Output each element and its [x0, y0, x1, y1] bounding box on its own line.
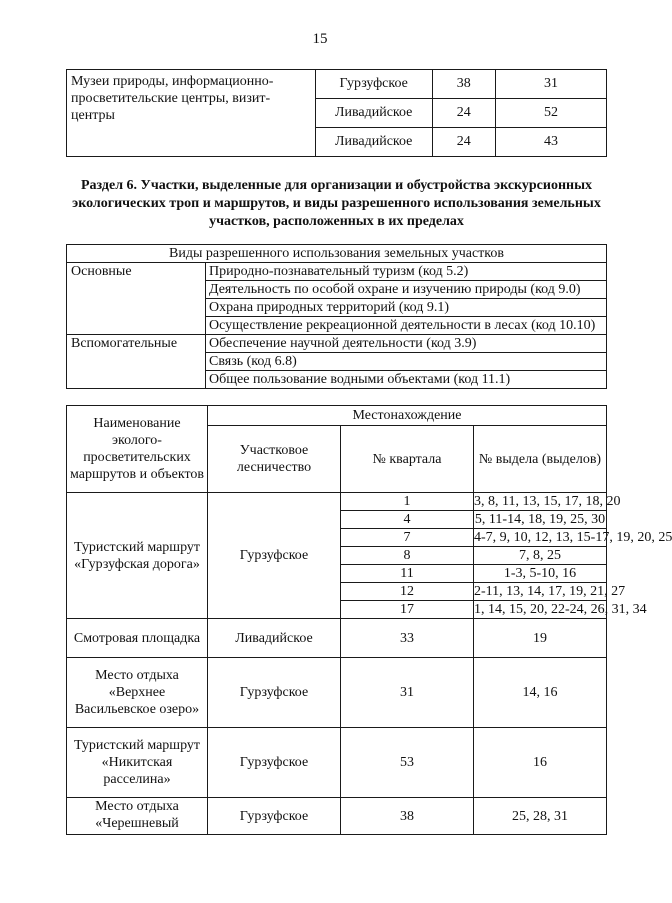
object-name-cell: Место отдыха «Черешневый [67, 798, 208, 835]
table-header-row [67, 406, 607, 426]
quarter-cell: 11 [341, 565, 474, 583]
object-name-cell: Туристский маршрут «Никитская расселина» [67, 728, 208, 798]
quarter-cell: 7 [341, 529, 474, 547]
plots-cell: 1, 14, 15, 20, 22-24, 26, 31, 34 [474, 602, 647, 617]
quarter-cell: 17 [341, 601, 474, 619]
section-title: Раздел 6. Участки, выделенные для организации и обустройства экскурсионных экологических троп и маршрутов, и виды разрешенного использования земельных участков, расположенных в их пределах [72, 178, 601, 229]
use-item: Деятельность по особой охране и изучению природы (код 9.0) [206, 281, 607, 299]
table-row [67, 728, 607, 798]
main-uses-label: Основные [67, 263, 206, 335]
plots-cell: 25, 28, 31 [474, 798, 607, 835]
aux-uses-label: Вспомогательные [67, 335, 206, 389]
forestry-cell: Ливадийское [208, 619, 341, 658]
table-row [67, 245, 607, 263]
quarter-cell: 31 [341, 658, 474, 728]
plot-cell: 43 [496, 128, 607, 157]
quarter-cell: 12 [341, 583, 474, 601]
plots-cell: 3, 8, 11, 13, 15, 17, 18, 20 [474, 494, 621, 509]
plots-cell: 1-3, 5-10, 16 [474, 565, 607, 583]
table-row [67, 263, 607, 281]
table-row [67, 658, 607, 728]
routes-table [66, 405, 672, 835]
table-row [67, 619, 607, 658]
quarter-cell: 38 [432, 70, 495, 99]
name-header: Наименование эколого-просветительских маршрутов и объектов [67, 406, 208, 493]
use-item: Связь (код 6.8) [206, 353, 607, 371]
table-row [67, 798, 607, 835]
quarter-cell: 24 [432, 99, 495, 128]
object-name-cell: Музеи природы, информационно-просветительские центры, визит-центры [67, 70, 316, 157]
plots-cell: 2-11, 13, 14, 17, 19, 21, 27 [474, 584, 626, 599]
quarter-cell: 1 [341, 493, 474, 511]
plots-cell: 5, 11-14, 18, 19, 25, 30 [474, 512, 606, 527]
uses-header: Виды разрешенного использования земельных участков [67, 245, 607, 263]
plots-cell: 14, 16 [474, 658, 607, 728]
forestry-cell: Гурзуфское [315, 70, 432, 99]
forestry-cell: Гурзуфское [208, 798, 341, 835]
use-item: Общее пользование водными объектами (код 11.1) [206, 371, 607, 389]
plot-cell: 31 [496, 70, 607, 99]
page-number: 15 [312, 31, 328, 47]
plot-cell: 52 [496, 99, 607, 128]
forestry-cell: Ливадийское [315, 128, 432, 157]
quarter-cell: 24 [432, 128, 495, 157]
forestry-header: Участковое лесничество [208, 426, 341, 493]
quarter-cell: 4 [341, 511, 474, 529]
route-name-cell: Туристский маршрут «Гурзуфская дорога» [67, 493, 208, 619]
permitted-uses-table [66, 244, 607, 389]
plots-cell: 4-7, 9, 10, 12, 13, 15-17, 19, 20, 25 [474, 530, 672, 545]
museums-table [66, 69, 607, 157]
object-name-cell: Место отдыха «Верхнее Васильевское озеро» [67, 658, 208, 728]
use-item: Природно-познавательный туризм (код 5.2) [206, 263, 607, 281]
quarter-cell: 53 [341, 728, 474, 798]
plots-cell: 7, 8, 25 [474, 547, 607, 565]
plots-cell: 16 [474, 728, 607, 798]
forestry-cell: Гурзуфское [208, 658, 341, 728]
use-item: Охрана природных территорий (код 9.1) [206, 299, 607, 317]
table-row [67, 70, 607, 99]
object-name-cell: Смотровая площадка [67, 619, 208, 658]
use-item: Обеспечение научной деятельности (код 3.9) [206, 335, 607, 353]
table-row [67, 493, 607, 511]
quarter-cell: 8 [341, 547, 474, 565]
quarter-cell: 33 [341, 619, 474, 658]
plots-header: № выдела (выделов) [474, 426, 607, 493]
forestry-cell: Ливадийское [315, 99, 432, 128]
use-item: Осуществление рекреационной деятельности в лесах (код 10.10) [206, 317, 607, 335]
forestry-cell: Гурзуфское [208, 728, 341, 798]
forestry-cell: Гурзуфское [208, 493, 341, 619]
quarter-cell: 38 [341, 798, 474, 835]
plots-cell: 19 [474, 619, 607, 658]
location-header: Местонахождение [208, 406, 607, 426]
quarter-header: № квартала [341, 426, 474, 493]
table-row [67, 335, 607, 353]
